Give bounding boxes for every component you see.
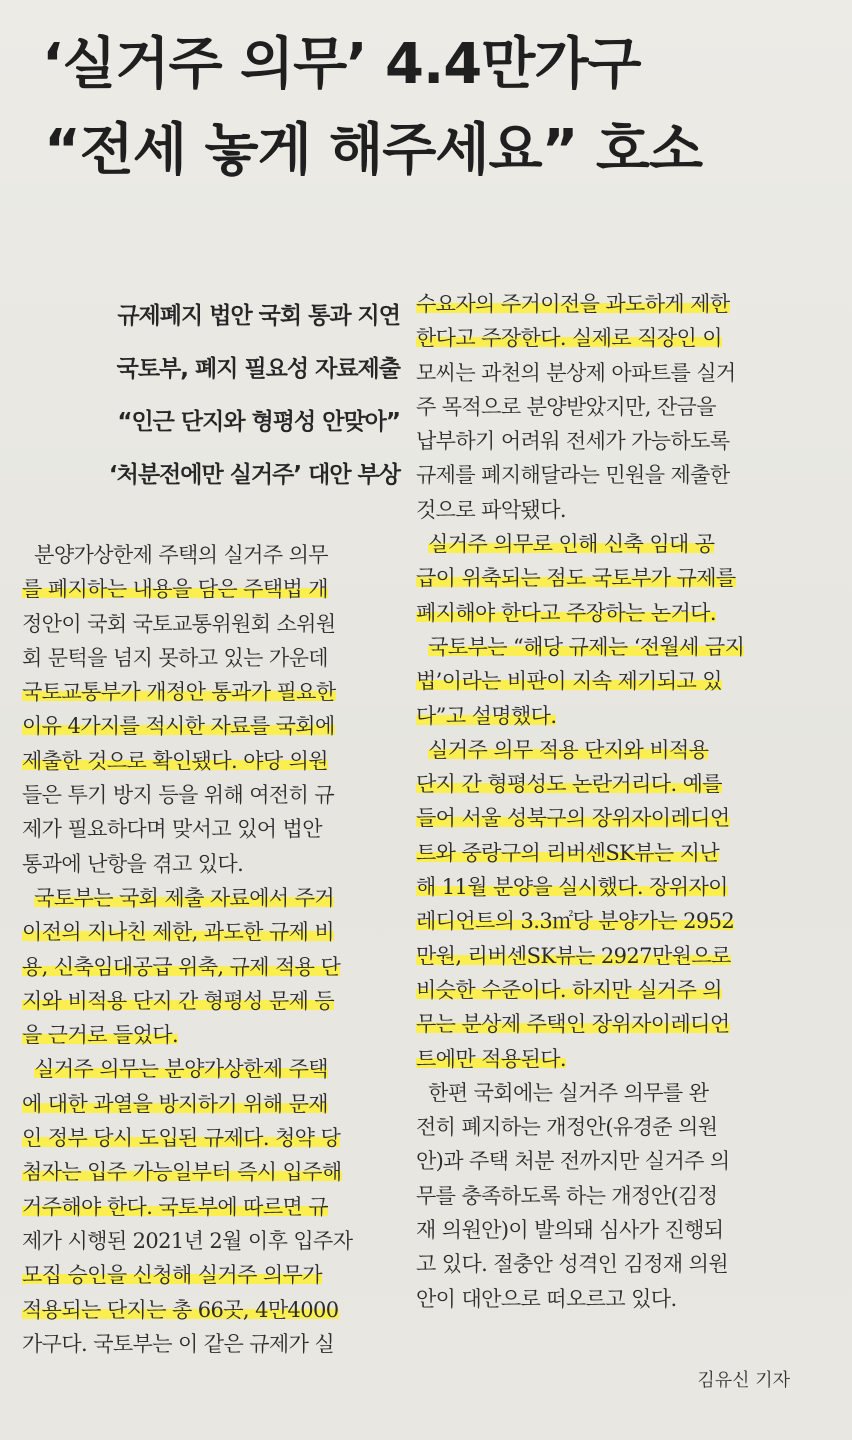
article-line: 실거주 의무는 분양가상한제 주택 [34,1057,328,1082]
article-line: 해 11월 분양을 실시했다. 장위자이 [416,875,728,900]
article-line: 무를 충족하도록 하는 개정안(김정 [416,1183,718,1208]
article-line: 들은 투기 방지 등을 위해 여전히 규 [22,783,335,808]
article-line: 용, 신축임대공급 위축, 규제 적용 단 [22,954,341,979]
headline [20,22,840,194]
article-line: 제가 시행된 2021년 2월 이후 입주자 [22,1228,353,1253]
article-line: 지와 비적용 단지 간 형평성 문제 등 [22,988,335,1013]
headline-line-1: ‘실거주 의무’ 4.4만가구 [42,32,641,97]
subheadline-block [22,290,400,502]
article-line: 에 대한 과열을 방지하기 위해 문재 [22,1091,328,1116]
article-line: 첨자는 입주 가능일부터 즉시 입주해 [22,1160,342,1185]
article-line: 가구다. 국토부는 이 같은 규제가 실 [22,1331,335,1356]
article-line: 모씨는 과천의 분상제 아파트를 실거 [416,360,736,385]
article-line: 주 목적으로 분양받았지만, 잔금을 [416,394,716,419]
article-line: 인 정부 당시 도입된 규제다. 청약 당 [22,1126,341,1151]
subheadline: “인근 단지와 형평성 안맞아” [117,409,400,435]
subheadline: ‘처분전에만 실거주’ 대안 부상 [108,462,400,488]
article-line: 통과에 난항을 겪고 있다. [22,851,244,876]
article-line: 다”고 설명했다. [416,703,557,728]
article-column-right [416,287,796,1316]
article-line: 고 있다. 절충안 성격인 김정재 의원 [416,1252,729,1277]
subheadline: 국토부, 폐지 필요성 자료제출 [116,356,400,382]
subheadline: 규제폐지 법안 국회 통과 지연 [117,303,400,329]
article-line: 트에만 적용된다. [416,1046,566,1071]
article-line: 재 의원안)이 발의돼 심사가 진행되 [416,1218,724,1243]
article-line: 적용되는 단지는 총 66곳, 4만4000 [22,1297,339,1322]
article-line: 레디언트의 3.3㎡당 분양가는 2952 [416,909,735,934]
article-line: 안이 대안으로 떠오르고 있다. [416,1286,677,1311]
article-line: 국토부는 “해당 규제는 ‘전월세 금지 [428,634,745,659]
article-line: 것으로 파악됐다. [416,497,566,522]
article-line: 트와 중랑구의 리버센SK뷰는 지난 [416,840,720,865]
article-line: 폐지해야 한다고 주장하는 논거다. [416,600,716,625]
article-line: 분양가상한제 주택의 실거주 의무 [34,543,328,567]
headline-line-2: “전세 놓게 해주세요” 호소 [44,118,703,183]
article-line: 들어 서울 성북구의 장위자이레디언 [416,806,730,831]
article-line: 안)과 주택 처분 전까지만 실거주 의 [416,1149,730,1174]
article-line: 수요자의 주거이전을 과도하게 제한 [416,292,730,316]
article-line: 정안이 국회 국토교통위원회 소위원 [22,611,336,636]
article-line: 국토부는 국회 제출 자료에서 주거 [34,885,335,910]
article-line: 제가 필요하다며 맞서고 있어 법안 [22,817,322,842]
article-line: 한편 국회에는 실거주 의무를 완 [428,1080,709,1105]
article-line: 규제를 폐지해달라는 민원을 제출한 [416,463,730,488]
article-line: 이전의 지나친 제한, 과도한 규제 비 [22,920,335,945]
reporter-byline: 김유신 기자 [697,1370,790,1391]
article-line: 을 근거로 들었다. [22,1023,179,1048]
article-column-left [22,538,400,1361]
article-line: 국토교통부가 개정안 통과가 필요한 [22,680,336,705]
article-line: 이유 4가지를 적시한 자료를 국회에 [22,714,335,739]
article-line: 비슷한 수준이다. 하지만 실거주 의 [416,977,722,1002]
article-line: 제출한 것으로 확인됐다. 야당 의원 [22,748,328,773]
article-line: 급이 위축되는 점도 국토부가 규제를 [416,566,736,591]
article-line: 거주해야 한다. 국토부에 따르면 규 [22,1194,328,1219]
article-line: 실거주 의무로 인해 신축 임대 공 [428,532,715,557]
article-line: 한다고 주장한다. 실제로 직장인 이 [416,326,722,351]
article-line: 모집 승인을 신청해 실거주 의무가 [22,1263,322,1288]
article-line: 전히 폐지하는 개정안(유경준 의원 [416,1115,718,1140]
article-line: 단지 간 형평성도 논란거리다. 예를 [416,772,722,797]
article-line: 무는 분상제 주택인 장위자이레디언 [416,1012,730,1037]
article-line: 실거주 의무 적용 단지와 비적용 [428,737,709,762]
article-line: 납부하기 어려워 전세가 가능하도록 [416,429,730,454]
article-line: 회 문턱을 넘지 못하고 있는 가운데 [22,645,328,670]
article-line: 만원, 리버센SK뷰는 2927만원으로 [416,943,731,968]
article-line: 법’이라는 비판이 지속 제기되고 있 [416,669,722,694]
article-line: 를 폐지하는 내용을 담은 주택법 개 [22,577,328,602]
